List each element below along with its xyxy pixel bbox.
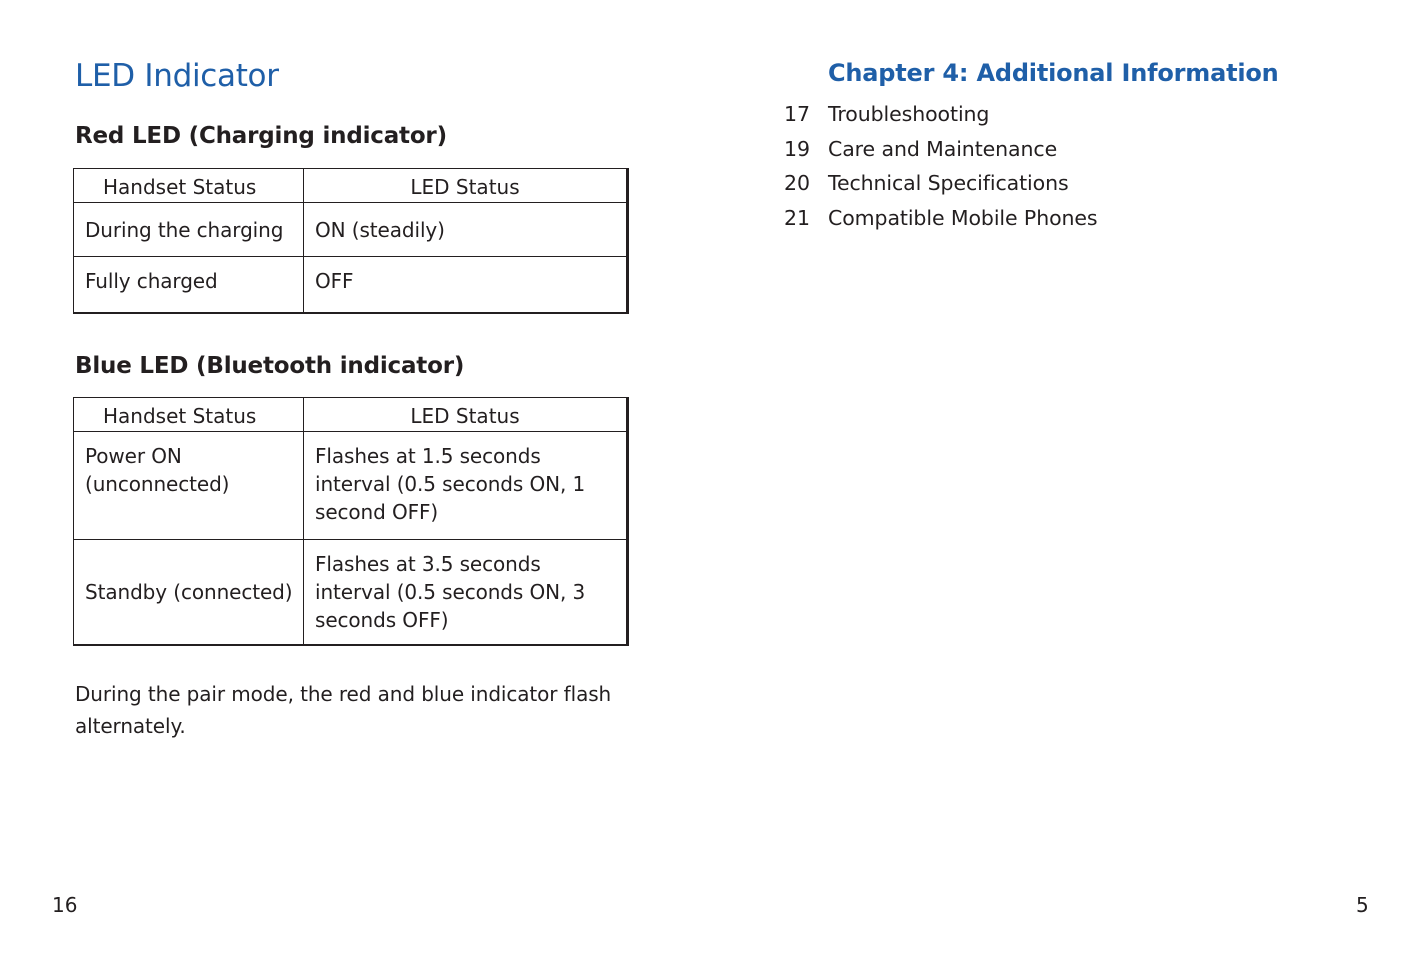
page-title: LED Indicator: [75, 58, 279, 94]
red-led-section-title: Red LED (Charging indicator): [75, 123, 447, 149]
blue-led-table: [73, 397, 629, 646]
table-cell: Standby (connected): [74, 540, 304, 645]
toc-label: Care and Maintenance: [828, 136, 1058, 161]
table-cell: Fully charged: [74, 257, 304, 313]
left-page: [0, 0, 706, 954]
table-header-row: [74, 169, 628, 203]
toc-item[interactable]: [784, 166, 1098, 201]
toc-page-number: 19: [784, 136, 810, 161]
page-number-right: 5: [1356, 893, 1369, 917]
table-of-contents: [784, 97, 1098, 235]
blue-led-section-title: Blue LED (Bluetooth indicator): [75, 353, 465, 379]
chapter-title: Chapter 4: Additional Information: [828, 59, 1279, 87]
table-header-row: [74, 398, 628, 432]
toc-item[interactable]: [784, 201, 1098, 236]
pair-mode-note: During the pair mode, the red and blue indicator flash alternately.: [75, 682, 612, 738]
table-row: [74, 257, 628, 313]
toc-label: Technical Specifications: [828, 171, 1069, 196]
toc-item[interactable]: [784, 97, 1098, 132]
toc-page-number: 21: [784, 205, 810, 230]
page-number-left: 16: [52, 893, 78, 917]
table-row: [74, 432, 628, 540]
right-page: [706, 0, 1413, 954]
table-cell: ON (steadily): [304, 203, 628, 257]
table-header: Handset Status: [74, 169, 304, 203]
toc-label: Compatible Mobile Phones: [828, 205, 1098, 230]
table-cell: Flashes at 1.5 seconds interval (0.5 seconds ON, 1 second OFF): [304, 432, 628, 540]
table-cell: Flashes at 3.5 seconds interval (0.5 seconds ON, 3 seconds OFF): [304, 540, 628, 645]
toc-label: Troubleshooting: [828, 102, 990, 127]
toc-page-number: 17: [784, 102, 810, 127]
table-row: [74, 203, 628, 257]
table-cell: Power ON (unconnected): [74, 432, 304, 540]
table-header: LED Status: [304, 398, 628, 432]
table-header: LED Status: [304, 169, 628, 203]
toc-page-number: 20: [784, 171, 810, 196]
table-cell: OFF: [304, 257, 628, 313]
table-cell: During the charging: [74, 203, 304, 257]
red-led-table: [73, 168, 629, 314]
toc-item[interactable]: [784, 132, 1098, 167]
table-row: [74, 540, 628, 645]
table-header: Handset Status: [74, 398, 304, 432]
